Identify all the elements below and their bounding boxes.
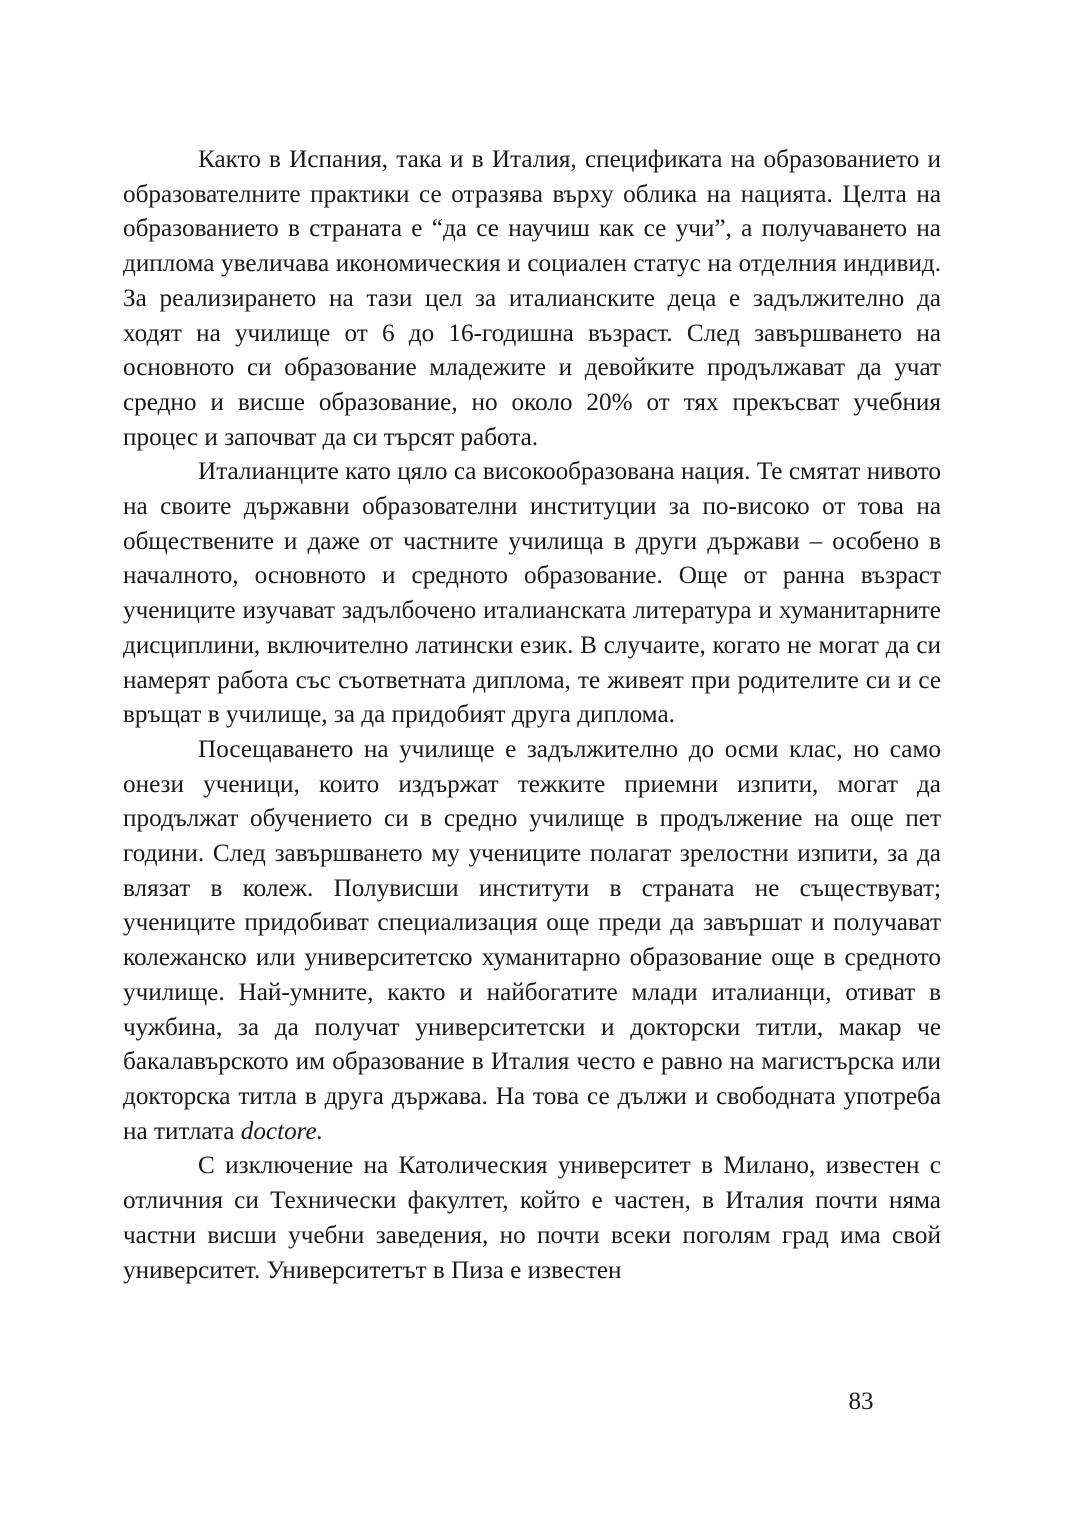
paragraph-3 xyxy=(123,733,941,1149)
paragraph-1: Както в Испания, така и в Италия, спецификата на образованието и образователните практики се отразява върху облика на нацията. Целта на образованието в страната е “да се научиш как се учи”, а получаването на диплома увеличава икономическия и социален статус на отделния индивид. За реализирането на тази цел за италианските деца е задължително да ходят на училище от 6 до 16-годишна възраст. След завършването на основното си образование младежите и девойките продължават да учат средно и висше образование, но около 20% от тях прекъсват учебния процес и започват да си търсят работа. xyxy=(123,146,941,451)
page-body-text xyxy=(123,143,941,1288)
paragraph-4: С изключение на Католическия университет в Милано, известен с отличния си Технически факултет, който е частен, в Италия почти няма частни висши учебни заведения, но почти всеки поголям град има свой университет. Университетът в Пиза е известен xyxy=(123,1152,941,1284)
paragraph-2: Италианците като цяло са високообразована нация. Те смятат нивото на своите държавни образователни институции за по-високо от това на обществените и даже от частните училища в други държави – особено в началното, основното и средното образование. Още от ранна възраст учениците изучават задълбочено италианската литература и хуманитарните дисциплини, включително латински език. В случаите, когато не могат да си намерят работа със съответната диплома, те живеят при родителите си и се връщат в училище, за да придобият друга диплома. xyxy=(123,458,941,729)
paragraph-3-italic-term: doctore. xyxy=(240,1117,324,1145)
page-number: 83 xyxy=(848,1388,874,1415)
paragraph-3-text: Посещаването на училище е задължително до осми клас, но само онези ученици, които издържат тежките приемни изпити, могат да продължат обучението си в средно училище в продължение на още пет години. След завършването му учениците полагат зрелостни изпити, за да влязат в колеж. Полувисши институти в страната не съществуват; учениците придобиват специализация още преди да завършат и получават колежанско или университетско хуманитарно образование още в средното училище. Най-умните, както и найбогатите млади италианци, отиват в чужбина, за да получат университетски и докторски титли, макар че бакалавърското им образование в Италия често е равно на магистърска или докторска титла в друга държава. На това се дължи и свободната употреба на титлата xyxy=(123,735,941,1145)
